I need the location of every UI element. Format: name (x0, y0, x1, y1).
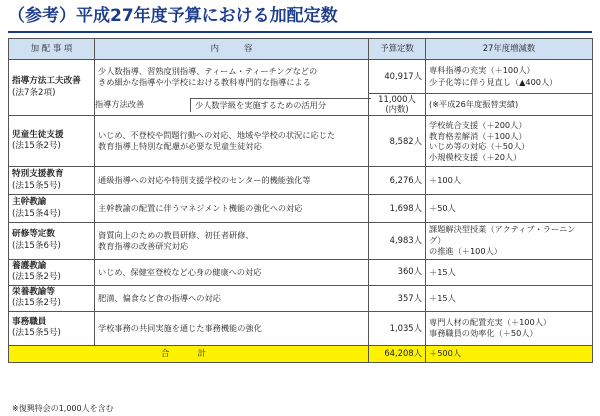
table-row (9, 285, 593, 311)
content-cell: いじめ、不登校や問題行動への対応、地域や学校の状況に応じた 教育指導上特別な配慮が必要な児童生徒対応 (95, 116, 369, 167)
budget-sub-cell: 11,000人 (内数) (369, 94, 426, 116)
category-cell (9, 311, 95, 345)
category-name: 事務職員 (12, 316, 47, 327)
budget-cell: 357人 (369, 285, 426, 311)
header-content: 内 容 (95, 39, 369, 60)
budget-cell: 4,983人 (369, 223, 426, 259)
total-budget: 64,208人 (369, 345, 426, 362)
page-title: （参考）平成27年度予算における加配定数 (8, 3, 592, 33)
category-law: (法15条4号) (12, 208, 61, 219)
change-cell: 専科指導の充実（＋100人） 少子化等に伴う見直し（▲400人） (426, 60, 593, 94)
category-name: 特別支援教育 (12, 169, 64, 180)
total-label: 合 計 (9, 345, 369, 362)
content-cell: いじめ、保健室登校など心身の健康への対応 (95, 259, 369, 285)
table-row (9, 259, 593, 285)
total-change: ＋500人 (426, 345, 593, 362)
change-cell: 専門人材の配置充実（＋100人） 事務職員の効率化（＋50人） (426, 311, 593, 345)
category-name: 児童生徒支援 (12, 129, 64, 140)
table-row (9, 167, 593, 195)
change-cell: 課題解決型授業（アクティブ・ラーニング） の推進（＋100人） (426, 223, 593, 259)
table-row (9, 60, 593, 94)
category-cell (9, 60, 95, 116)
table-row (9, 195, 593, 223)
category-name: 養護教諭 (12, 260, 47, 271)
change-cell: 学校統合支援（＋200人） 教育格差解消（＋100人） いじめ等の対応（＋50人） 小規模校支援（＋20人） (426, 116, 593, 167)
category-cell (9, 285, 95, 311)
category-law: (法7条2項) (12, 87, 56, 98)
budget-cell: 40,917人 (369, 60, 426, 94)
table-row (9, 116, 593, 167)
category-cell (9, 259, 95, 285)
table-subrow (9, 94, 593, 116)
category-law: (法15条6号) (12, 240, 61, 251)
category-name: 指導方法工夫改善 (12, 76, 81, 87)
category-cell (9, 116, 95, 167)
budget-cell: 1,035人 (369, 311, 426, 345)
content-sub-cell (95, 94, 369, 116)
content-cell: 学校事務の共同実施を通じた事務機能の強化 (95, 311, 369, 345)
category-name: 栄養教諭等 (12, 286, 55, 297)
content-sub-label: 指導方法改善 (95, 98, 145, 109)
change-cell: ＋15人 (426, 285, 593, 311)
content-cell: 主幹教諭の配置に伴うマネジメント機能の強化への対応 (95, 195, 369, 223)
category-cell (9, 167, 95, 195)
category-name: 研修等定数 (12, 229, 55, 240)
total-row (9, 345, 593, 362)
content-cell: 肥満、偏食など食の指導への対応 (95, 285, 369, 311)
header-change: 27年度増減数 (426, 39, 593, 60)
content-cell: 少人数指導、習熟度別指導、ティーム・ティーチングなどの きめ細かな指導や小学校における教科専門的な指導による (95, 60, 369, 94)
change-sub-cell: (※平成26年度振替実績) (426, 94, 593, 116)
change-cell: ＋15人 (426, 259, 593, 285)
category-law: (法15条5号) (12, 180, 61, 191)
content-cell: 資質向上のための教員研修、初任者研修、 教育指導の改善研究対応 (95, 223, 369, 259)
budget-cell: 8,582人 (369, 116, 426, 167)
category-law: (法15条5号) (12, 328, 61, 339)
category-cell (9, 223, 95, 259)
header-budget: 予算定数 (369, 39, 426, 60)
change-cell: ＋50人 (426, 195, 593, 223)
category-law: (法15条2号) (12, 141, 61, 152)
table-row (9, 311, 593, 345)
footnote: ※復興特会の1,000人を含む (12, 404, 114, 413)
allocation-table (8, 38, 593, 363)
table-row (9, 223, 593, 259)
table-header-row (9, 39, 593, 60)
budget-cell: 6,276人 (369, 167, 426, 195)
category-law: (法15条2号) (12, 272, 61, 283)
content-sub-box: 少人数学級を実施するための活用分 (190, 98, 371, 112)
budget-cell: 360人 (369, 259, 426, 285)
change-cell: ＋100人 (426, 167, 593, 195)
category-law: (法15条2号) (12, 298, 61, 309)
content-cell: 通級指導への対応や特別支援学校のセンター的機能強化等 (95, 167, 369, 195)
category-name: 主幹教諭 (12, 197, 47, 208)
budget-cell: 1,698人 (369, 195, 426, 223)
category-cell (9, 195, 95, 223)
header-category: 加 配 事 項 (9, 39, 95, 60)
